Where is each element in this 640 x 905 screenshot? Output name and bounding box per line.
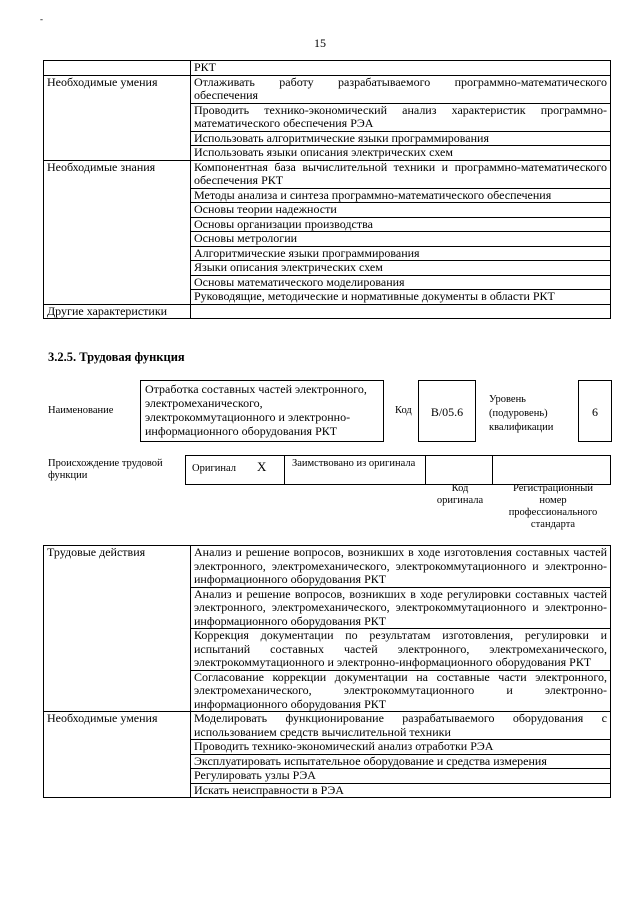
knowledge-item: Основы теории надежности [191,203,611,218]
top-row-text: РКТ [191,61,611,76]
table-row [44,61,611,76]
corner-mark: - [40,14,43,24]
knowledge-item: Компонентная база вычислительной техники и программно-математического обеспечения РКТ [191,160,611,188]
table-row [44,712,611,740]
other-value [191,304,611,319]
skills-label: Необходимые умения [44,712,191,798]
section-title: 3.2.5. Трудовая функция [48,350,185,364]
code-value: B/05.6 [418,380,476,442]
action-item: Коррекция документации по результатам изготовления, регулировки и испытаний составных частей электронного, электромеханического, электрокоммутационного и электронно-информационного оборудования РКТ [191,629,611,671]
knowledge-item: Основы метрологии [191,232,611,247]
skill-item: Использовать языки описания электрических схем [191,146,611,161]
code-label: Код [395,405,412,416]
code-original-cell [425,455,493,485]
table-row [44,160,611,188]
skill-item: Проводить технико-экономический анализ отработки РЭА [191,740,611,755]
action-item: Анализ и решение вопросов, возникших в ходе изготовления составных частей электронного, электромеханического, электрокоммутационного и электронно-информационного оборудования РКТ [191,546,611,588]
original-mark: X [257,459,267,474]
level-value: 6 [578,380,612,442]
skill-item: Использовать алгоритмические языки программирования [191,131,611,146]
original-label: Оригинал [192,463,236,474]
action-item: Согласование коррекции документации на составные части электронного, электромеханического, электрокоммутационного и электронно-информационного оборудования РКТ [191,670,611,712]
labor-function-table [43,545,611,798]
skill-item: Регулировать узлы РЭА [191,769,611,784]
knowledge-item: Основы математического моделирования [191,275,611,290]
other-label: Другие характеристики [44,304,191,319]
knowledge-item: Основы организации производства [191,217,611,232]
knowledge-label: Необходимые знания [44,160,191,304]
action-item: Анализ и решение вопросов, возникших в ходе регулировки составных частей электронного, электромеханического, электрокоммутационного и электронно-информационного оборудования РКТ [191,587,611,629]
actions-label: Трудовые действия [44,546,191,712]
skill-item: Отлаживать работу разрабатываемого программно-математического обеспечения [191,75,611,103]
code-original-caption: Код оригинала [436,483,484,506]
skill-item: Эксплуатировать испытательное оборудование и средства измерения [191,754,611,769]
table-cell [44,61,191,76]
knowledge-item: Алгоритмические языки программирования [191,246,611,261]
table-row [44,75,611,103]
table-row [44,546,611,588]
skill-item: Искать неисправности в РЭА [191,783,611,798]
reg-number-caption: Регистрационный номер профессионального стандарта [508,483,598,530]
level-label: Уровень (подуровень) квалификации [489,394,554,433]
knowledge-item: Методы анализа и синтеза программно-математического обеспечения [191,188,611,203]
knowledge-item: Языки описания электрических схем [191,261,611,276]
page-number: 15 [314,36,326,50]
origin-label: Происхождение трудовой функции [48,458,163,481]
name-label: Наименование [48,405,114,416]
knowledge-item: Руководящие, методические и нормативные документы в области РКТ [191,290,611,305]
function-name: Отработка составных частей электронного, электромеханического, электрокоммутационного и электронно-информационного оборудования РКТ [140,380,384,442]
table-row [44,304,611,319]
skills-label: Необходимые умения [44,75,191,160]
skill-item: Моделировать функционирование разрабатываемого оборудования с использованием средств вычислительной техники [191,712,611,740]
borrowed-label: Заимствовано из оригинала [292,458,416,469]
requirements-table [43,60,611,319]
skill-item: Проводить технико-экономический анализ характеристик программно-математического обеспечения РЭА [191,103,611,131]
